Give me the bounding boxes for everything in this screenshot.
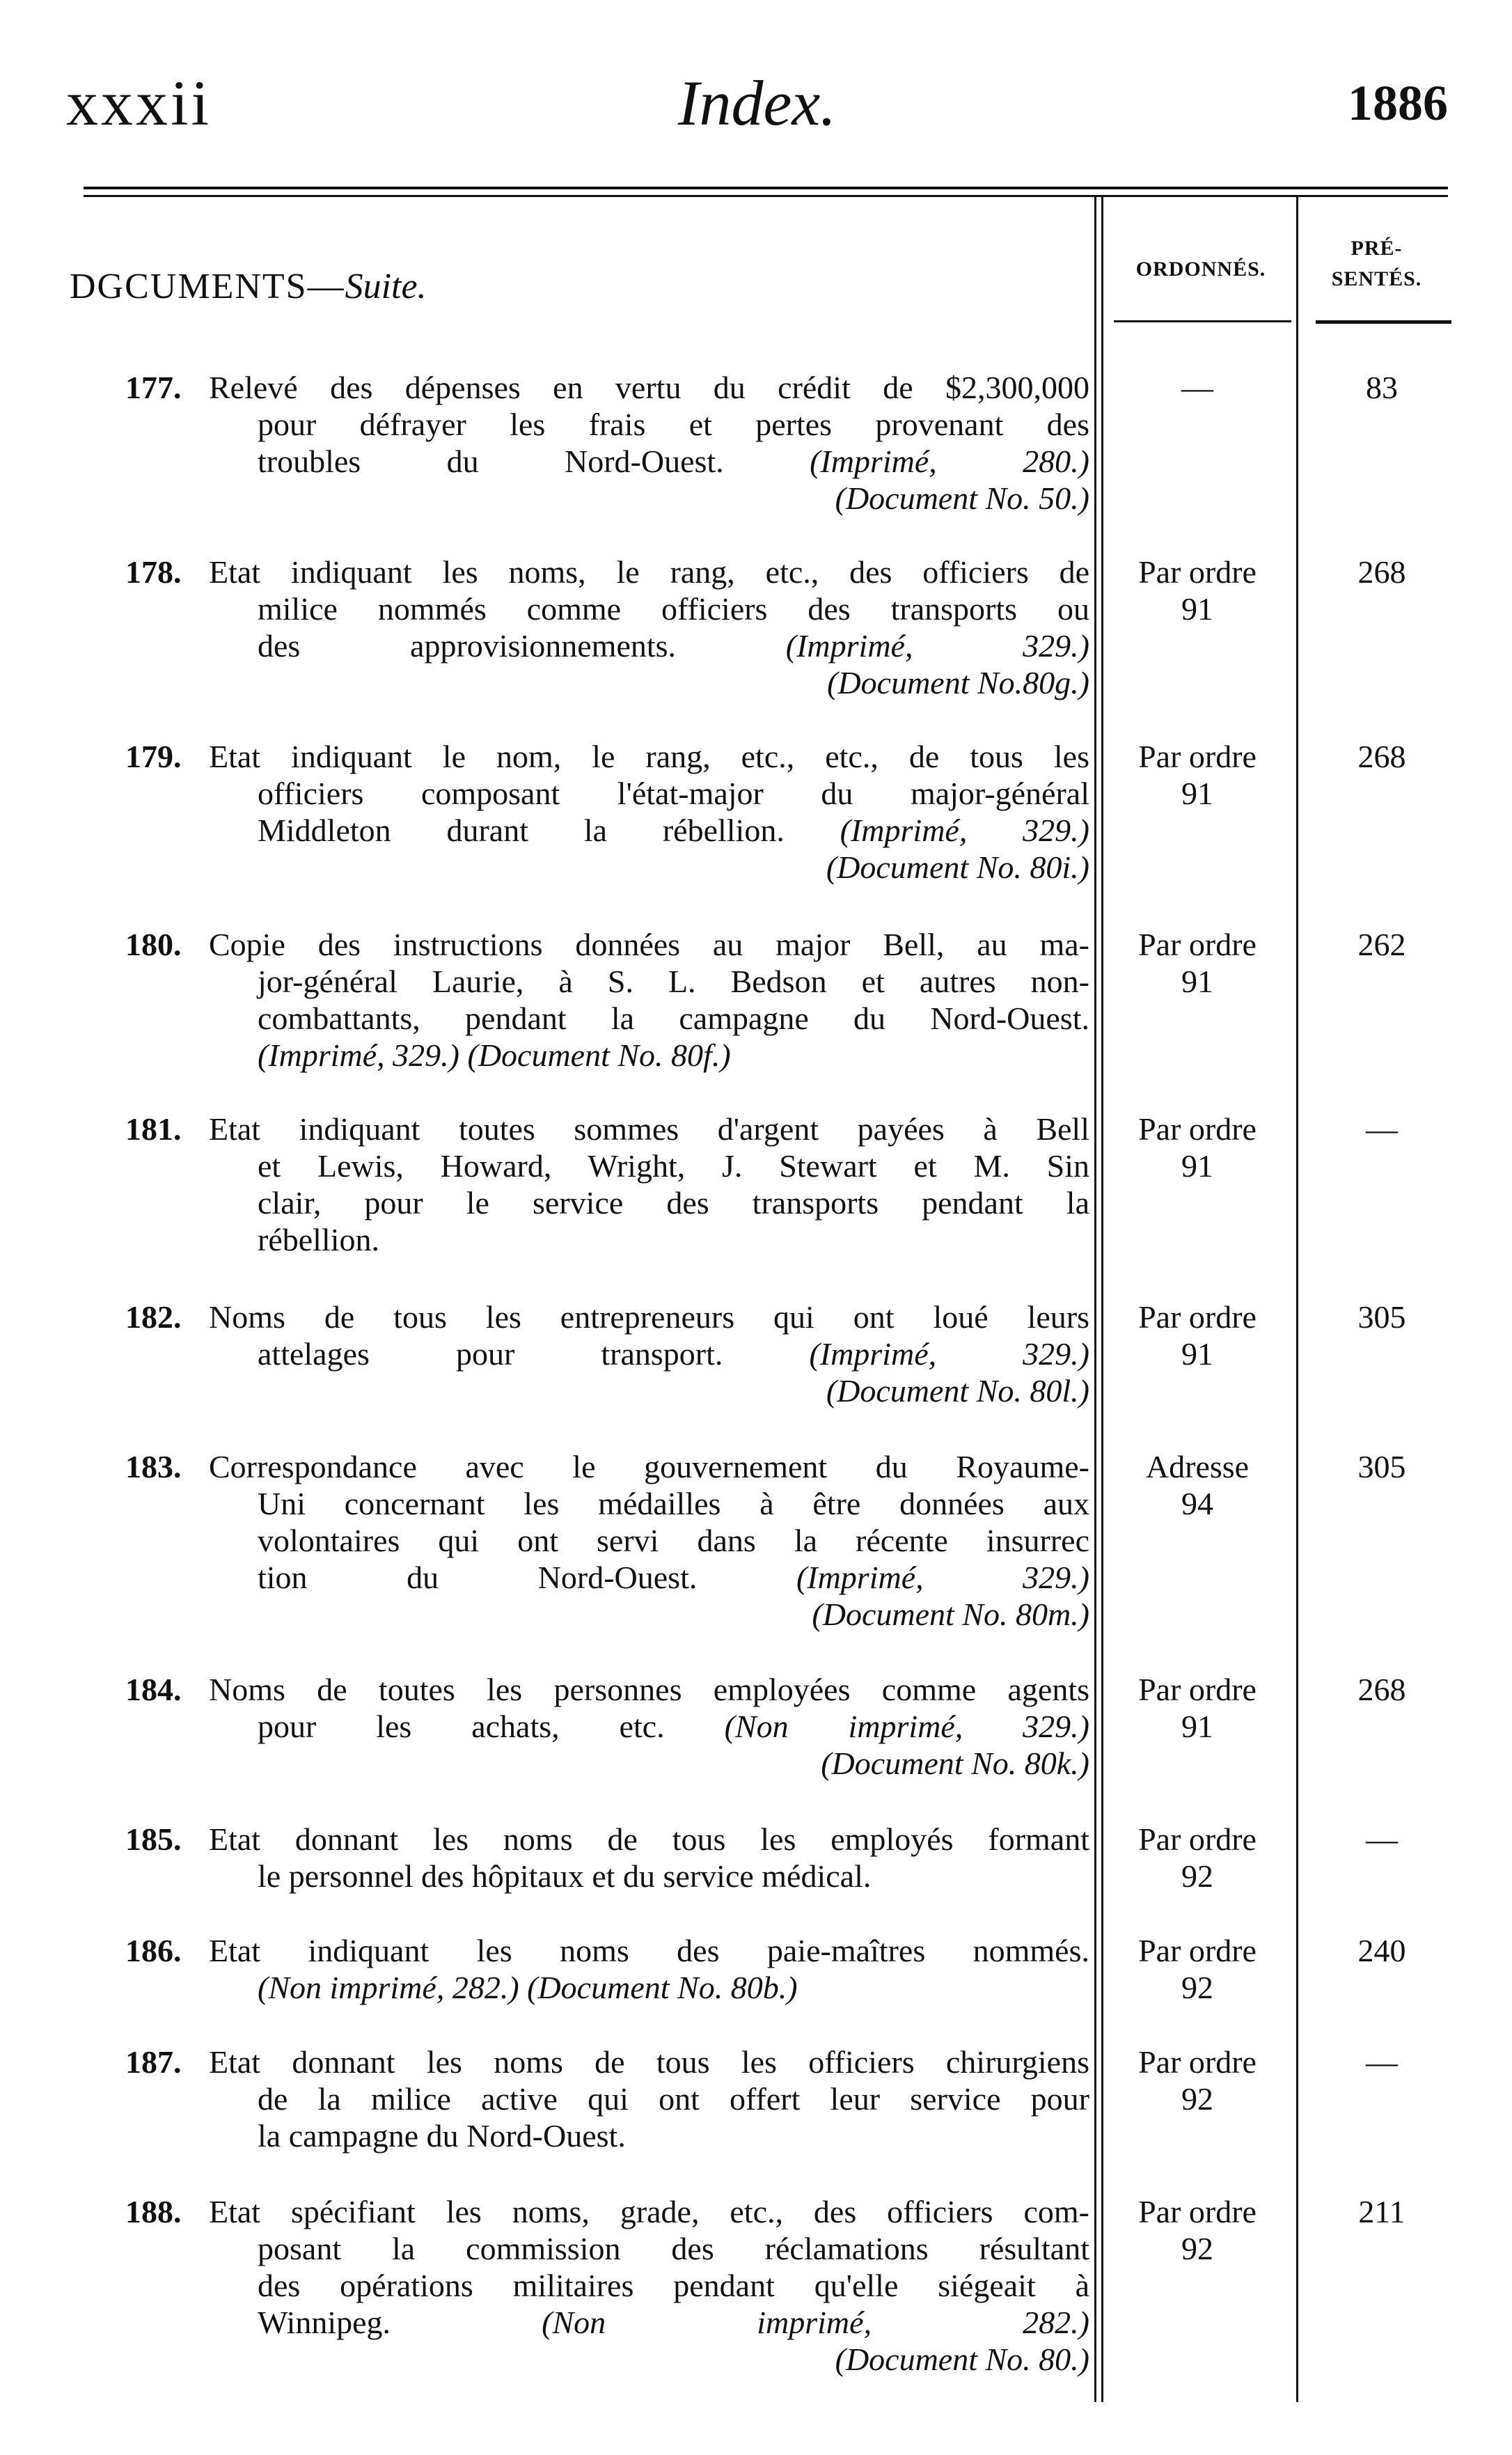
entry-presented: 305 [1357, 1299, 1406, 1335]
page-year: 1886 [1348, 75, 1448, 131]
entry-ordered-line: 91 [1181, 1709, 1213, 1744]
column-rule-middle [1296, 195, 1298, 2402]
entry-line: et Lewis, Howard, Wright, J. Stewart et M. Sin [258, 1148, 1089, 1184]
section-label: DGCUMENTS— [70, 267, 345, 306]
entry-line: clair, pour le service des transports pendant la [258, 1185, 1089, 1221]
entry-description [209, 1299, 1089, 1409]
entry-number: 187. [125, 2044, 182, 2080]
entry-ordered [1110, 926, 1284, 1000]
header-rule-top [84, 187, 1448, 189]
entry-presented: 268 [1357, 554, 1406, 590]
entry-presented: 211 [1358, 2194, 1405, 2229]
entry-number: 178. [125, 554, 182, 590]
page-title: Index. [677, 68, 837, 139]
entry-line: troubles du Nord-Ouest. (Imprimé, 280.) [258, 444, 1089, 479]
entry-ordered-line: Par ordre [1138, 1933, 1257, 1968]
entry-line: de la milice active qui ont offert leur service pour [258, 2081, 1089, 2117]
column-header-ordered [1107, 258, 1295, 281]
entry-line: milice nommés comme officiers des transports ou [258, 591, 1089, 627]
page-header [66, 66, 1448, 150]
entry-line: (Document No. 80m.) [812, 1597, 1089, 1632]
entry-ordered-line: 92 [1181, 2081, 1213, 2117]
entry-ordered [1110, 1932, 1284, 2006]
entry-number: 184. [125, 1672, 182, 1707]
entry-line: (Document No.80g.) [827, 665, 1089, 700]
entry-number: 180. [125, 927, 182, 962]
entry-number: 183. [125, 1449, 182, 1484]
entry-description [209, 1448, 1089, 1633]
entry-ordered-line: Adresse [1145, 1449, 1250, 1484]
entry-line: (Document No. 80l.) [826, 1373, 1089, 1409]
entry-presented: — [1366, 2044, 1398, 2080]
entry-line: Middleton durant la rébellion. (Imprimé, 329.) [258, 813, 1089, 848]
entry-line: la campagne du Nord-Ouest. [258, 2118, 626, 2154]
column-header-underline-presented [1316, 320, 1451, 324]
entry-presented: 83 [1366, 370, 1398, 405]
entry-line: rébellion. [258, 1222, 379, 1257]
entry-ordered-line: 92 [1181, 2231, 1213, 2266]
entry-ordered-line: 91 [1181, 1148, 1213, 1184]
entry-ordered-line: 92 [1181, 1858, 1213, 1894]
column-rule-left-b [1101, 195, 1103, 2402]
entry-ordered [1110, 738, 1284, 812]
entry-line: Etat donnant les noms de tous les officiers chirurgiens [209, 2044, 1089, 2080]
entry-line: (Document No. 50.) [835, 480, 1089, 516]
column-header-underline-ordered [1114, 320, 1291, 322]
entry-line: volontaires qui ont servi dans la récente insurrec [258, 1523, 1089, 1558]
section-title [70, 266, 427, 307]
entry-line: Etat donnant les noms de tous les employés formant [209, 1821, 1089, 1857]
entry-ordered-line: 94 [1181, 1486, 1213, 1521]
column-presented-line2: SENTÉS. [1331, 267, 1422, 290]
entry-line: pour les achats, etc. (Non imprimé, 329.) [258, 1709, 1089, 1744]
entry-ordered [1110, 2193, 1284, 2267]
entry-ordered-line: Par ordre [1138, 1299, 1257, 1335]
entry-line: (Document No. 80.) [835, 2342, 1089, 2377]
entry-line: Noms de toutes les personnes employées comme agents [209, 1672, 1089, 1707]
entry-number: 186. [125, 1933, 182, 1968]
entry-line: (Document No. 80i.) [826, 849, 1089, 885]
column-ordered-label: ORDONNÉS. [1135, 258, 1266, 281]
entry-ordered-line: Par ordre [1138, 1821, 1257, 1857]
column-rule-left-a [1094, 195, 1096, 2402]
entry-line: officiers composant l'état-major du major-général [258, 776, 1089, 811]
entry-ordered-line: Par ordre [1138, 554, 1257, 590]
entry-line: Noms de tous les entrepreneurs qui ont loué leurs [209, 1299, 1089, 1335]
entry-line: Etat indiquant toutes sommes d'argent payées à Bell [209, 1111, 1089, 1147]
entry-line: jor-général Laurie, à S. L. Bedson et autres non- [258, 964, 1089, 999]
entry-line: Relevé des dépenses en vertu du crédit de $2,300,000 [209, 370, 1089, 405]
entry-description [209, 369, 1089, 517]
entry-ordered [1110, 1671, 1284, 1745]
entry-description [209, 554, 1089, 701]
entry-ordered-line: Par ordre [1138, 1111, 1257, 1147]
entry-ordered [1110, 2044, 1284, 2117]
entry-line: posant la commission des réclamations résultant [258, 2231, 1089, 2266]
entry-presented: 268 [1357, 1672, 1406, 1707]
entry-line: Etat indiquant les noms des paie-maîtres nommés. [209, 1933, 1089, 1968]
entry-line: Etat indiquant le nom, le rang, etc., etc., de tous les [209, 739, 1089, 774]
entry-ordered [1110, 1448, 1284, 1522]
entry-number: 182. [125, 1299, 182, 1335]
header-rule-bottom [84, 195, 1448, 197]
entry-number: 185. [125, 1821, 182, 1857]
entry-ordered [1110, 1821, 1284, 1895]
entry-presented: 262 [1357, 927, 1406, 962]
entry-ordered-line: Par ordre [1138, 739, 1257, 774]
entry-line: combattants, pendant la campagne du Nord-Ouest. [258, 1001, 1089, 1036]
entry-ordered-line: Par ordre [1138, 927, 1257, 962]
entry-ordered [1110, 369, 1284, 406]
entry-ordered [1110, 1111, 1284, 1184]
entry-line: Etat spécifiant les noms, grade, etc., des officiers com- [209, 2194, 1089, 2229]
entry-description [209, 2193, 1089, 2378]
entry-presented: 240 [1357, 1933, 1406, 1968]
entry-line: Correspondance avec le gouvernement du Royaume- [209, 1449, 1089, 1484]
entry-line: (Non imprimé, 282.) (Document No. 80b.) [258, 1970, 798, 2005]
entry-ordered [1110, 554, 1284, 627]
entry-line: (Document No. 80k.) [821, 1746, 1089, 1781]
entry-number: 181. [125, 1111, 182, 1147]
entry-ordered-line: 91 [1181, 1336, 1213, 1372]
entry-description [209, 1932, 1089, 2006]
entry-line: Winnipeg. (Non imprimé, 282.) [258, 2305, 1089, 2340]
entry-presented: — [1366, 1111, 1398, 1147]
column-header-presented [1302, 233, 1451, 295]
entry-ordered-line: 91 [1181, 591, 1213, 627]
entry-ordered-line: 92 [1181, 1970, 1213, 2005]
entry-presented: 305 [1357, 1449, 1406, 1484]
entry-ordered-line: Par ordre [1138, 1672, 1257, 1707]
entry-ordered-line: Par ordre [1138, 2044, 1257, 2080]
entry-line: Uni concernant les médailles à être données aux [258, 1486, 1089, 1521]
entry-number: 179. [125, 739, 182, 774]
entry-line: Etat indiquant les noms, le rang, etc., des officiers de [209, 554, 1089, 590]
entry-line: des approvisionnements. (Imprimé, 329.) [258, 628, 1090, 664]
entry-ordered-line: — [1181, 370, 1213, 405]
entry-line: (Imprimé, 329.) (Document No. 80f.) [258, 1037, 731, 1073]
entry-ordered-line: Par ordre [1138, 2194, 1257, 2229]
entry-line: des opérations militaires pendant qu'elle siégeait à [258, 2268, 1089, 2303]
entry-number: 188. [125, 2194, 182, 2229]
entry-ordered [1110, 1299, 1284, 1372]
entry-ordered-line: 91 [1181, 964, 1213, 999]
entry-line: tion du Nord-Ouest. (Imprimé, 329.) [258, 1560, 1089, 1595]
entry-description [209, 738, 1089, 886]
entry-line: Copie des instructions données au major Bell, au ma- [209, 927, 1089, 962]
entry-line: pour défrayer les frais et pertes provenant des [258, 407, 1089, 442]
entry-line: attelages pour transport. (Imprimé, 329.) [258, 1336, 1089, 1372]
entry-line: le personnel des hôpitaux et du service médical. [258, 1858, 872, 1894]
page-folio: xxxii [66, 68, 212, 139]
entry-description [209, 1111, 1089, 1258]
entry-ordered-line: 91 [1181, 776, 1213, 811]
entry-number: 177. [125, 370, 182, 405]
entry-presented: 268 [1357, 739, 1406, 774]
column-presented-line1: PRÉ- [1350, 237, 1403, 260]
entry-presented: — [1366, 1821, 1398, 1857]
entry-description [209, 2044, 1089, 2154]
entry-description [209, 1671, 1089, 1782]
section-suffix: Suite. [345, 267, 427, 306]
entry-description [209, 1821, 1089, 1895]
entry-description [209, 926, 1089, 1074]
